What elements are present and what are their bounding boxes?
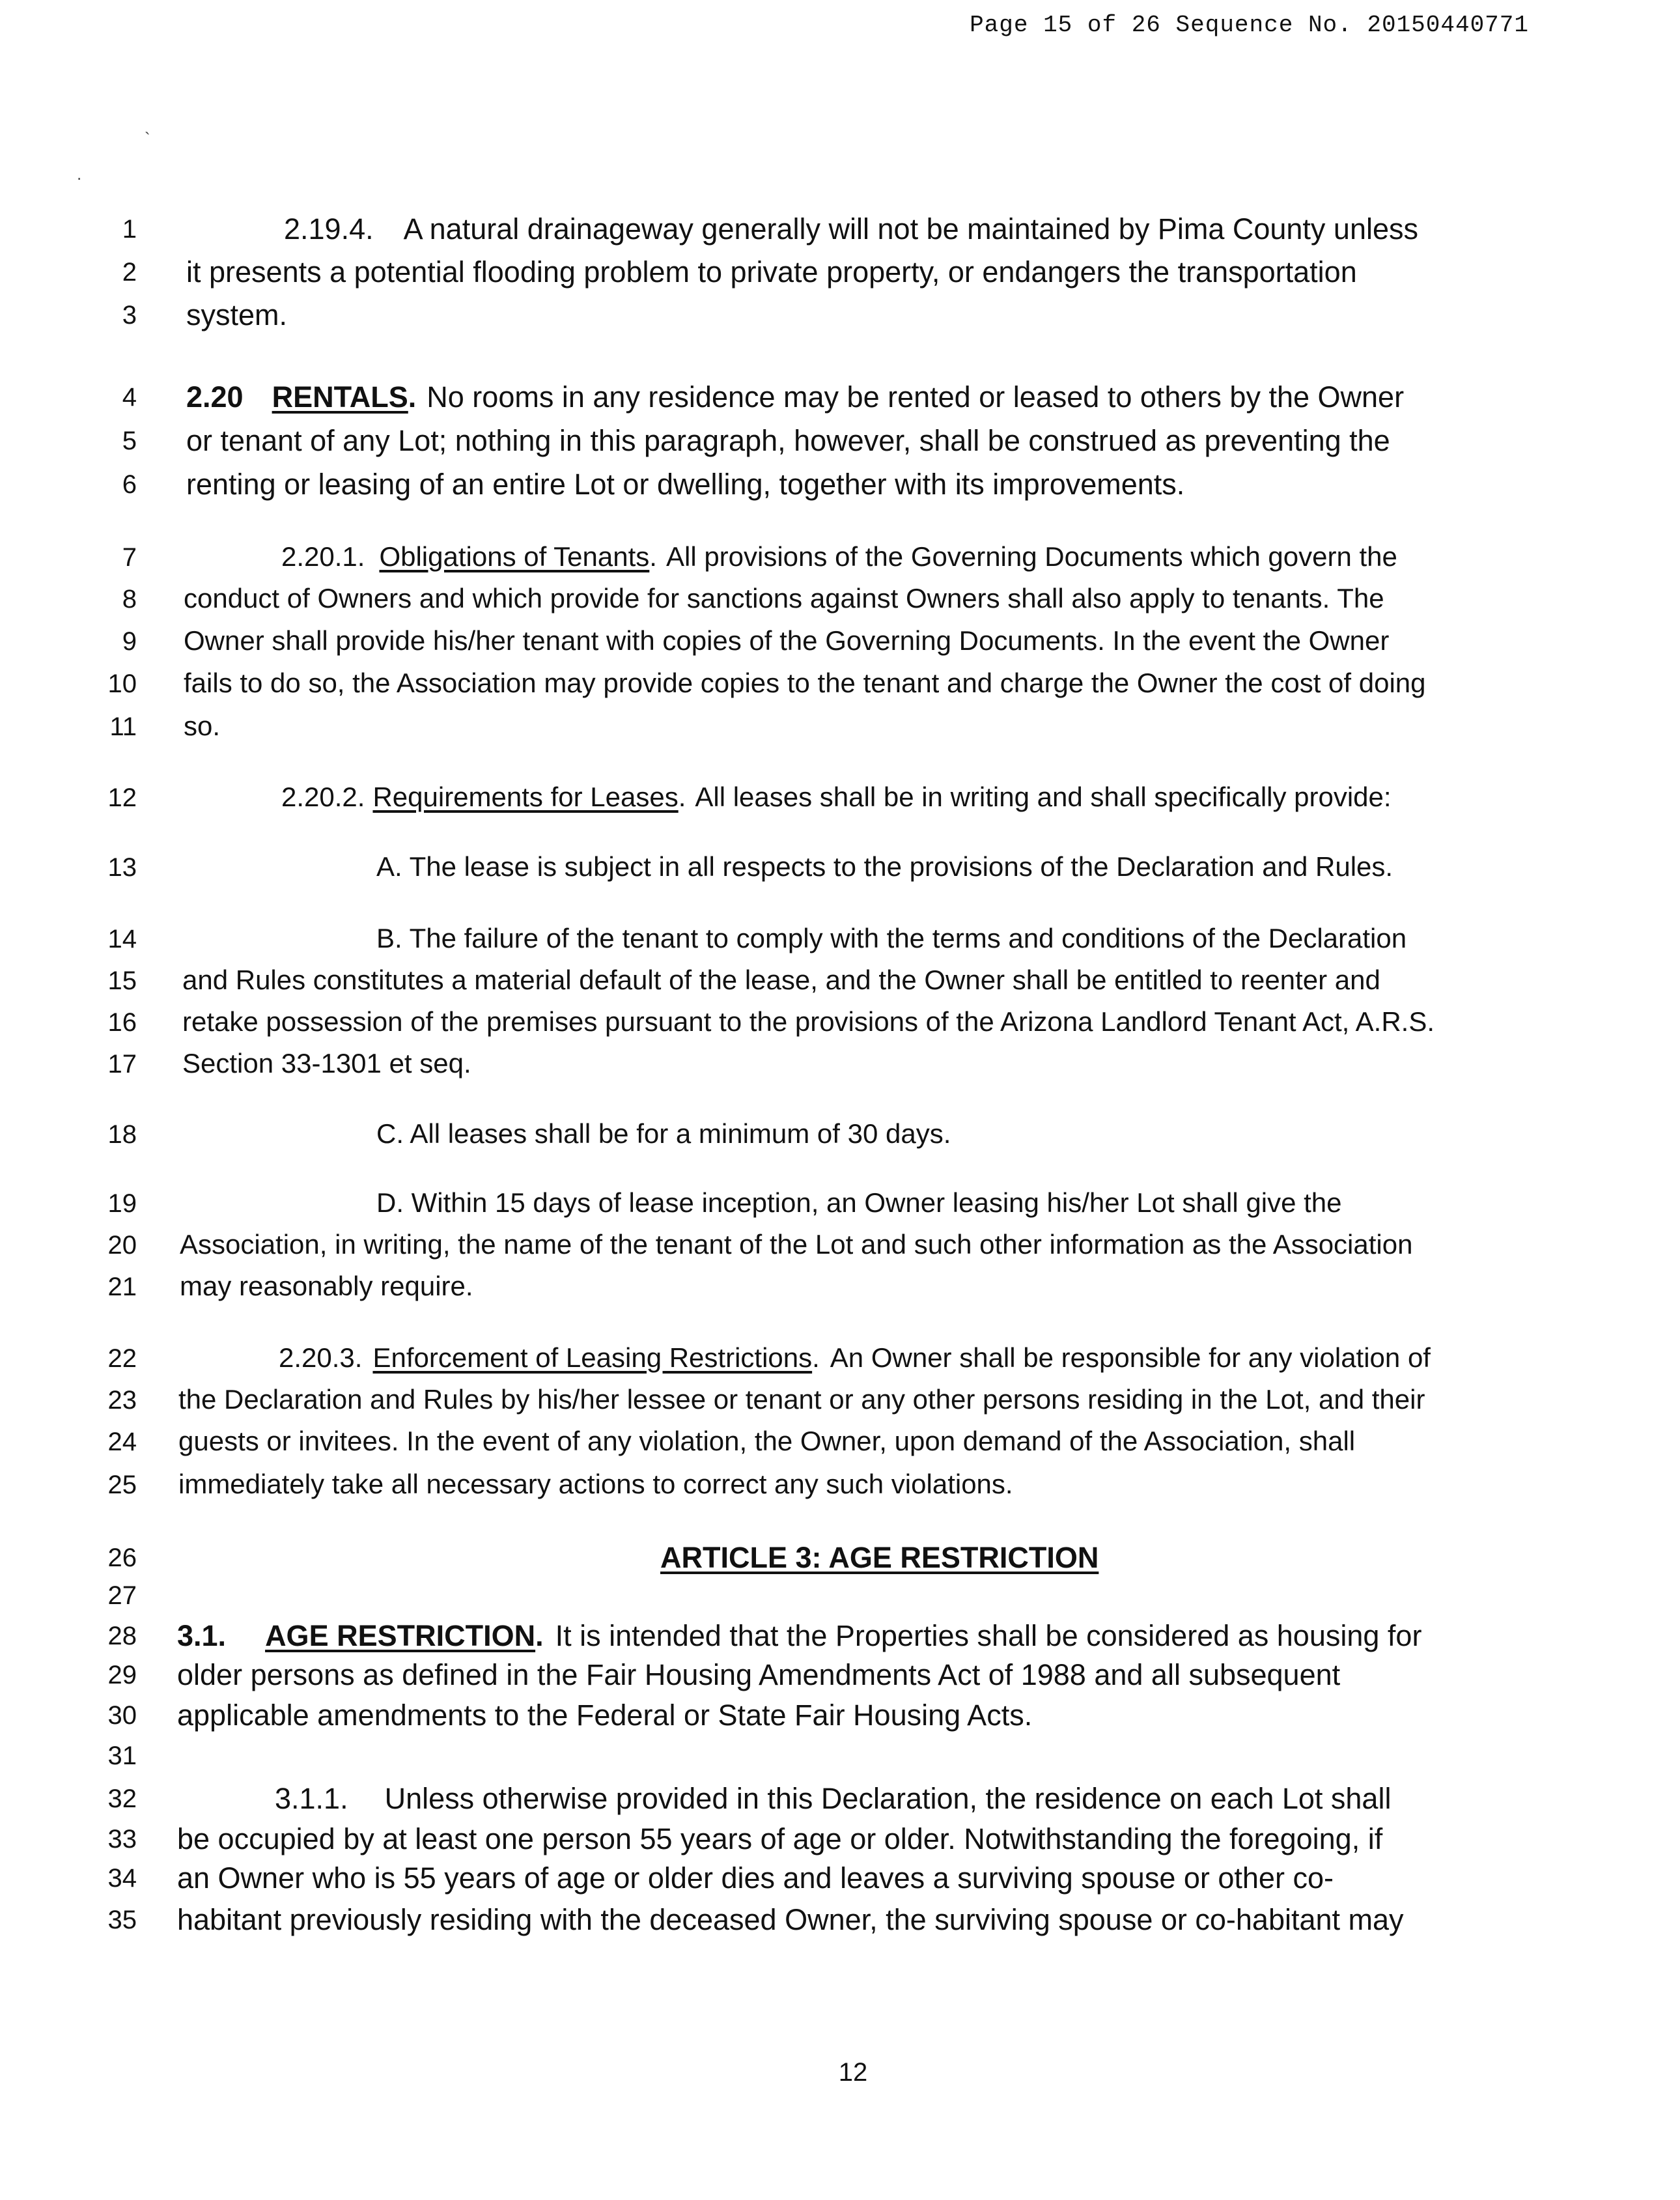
line-number: 20 [107, 1231, 137, 1260]
line-number: 4 [122, 383, 137, 412]
line-number: 31 [107, 1742, 137, 1770]
line-number: 17 [107, 1050, 137, 1079]
section-2-20-2-line-1: 2.20.2. Requirements for Leases. All leases shall be in writing and shall specifically provide: [281, 782, 1392, 812]
line-number: 30 [107, 1701, 137, 1730]
lease-provision-c: C. All leases shall be for a minimum of 30 days. [376, 1118, 951, 1149]
section-title: RENTALS [272, 380, 408, 414]
section-2-20-1-line-1: 2.20.1. Obligations of Tenants. All provisions of the Governing Documents which govern the [281, 541, 1397, 572]
section-2-20-line-3: renting or leasing of an entire Lot or dwelling, together with its improvements. [186, 468, 1185, 501]
lease-provision-b-line-2: and Rules constitutes a material default of the lease, and the Owner shall be entitled to reenter and [182, 965, 1380, 995]
section-number: 2.20.3. [279, 1342, 363, 1373]
section-number: 2.20.2. [281, 782, 365, 812]
lease-provision-b-line-3: retake possession of the premises pursuant to the provisions of the Arizona Landlord Tenant Act, A.R.S. [182, 1006, 1435, 1037]
line-number: 10 [107, 670, 137, 698]
section-2-20-1-line-5: so. [184, 711, 221, 741]
line-number: 21 [107, 1273, 137, 1301]
line-number: 6 [122, 470, 137, 499]
lease-provision-b-line-1: B. The failure of the tenant to comply with the terms and conditions of the Declaration [376, 923, 1407, 953]
section-3-1-1-line-2: be occupied by at least one person 55 years of age or older. Notwithstanding the foregoing, if [177, 1822, 1383, 1855]
section-3-1-line-3: applicable amendments to the Federal or State Fair Housing Acts. [177, 1699, 1033, 1732]
section-2-20-1-line-4: fails to do so, the Association may provide copies to the tenant and charge the Owner the cost of doing [184, 668, 1426, 698]
line-number: 16 [107, 1008, 137, 1037]
line-number: 35 [107, 1906, 137, 1934]
section-number: 3.1.1. [275, 1782, 348, 1815]
section-2-20-1-line-3: Owner shall provide his/her tenant with copies of the Governing Documents. In the event the Owner [184, 625, 1390, 656]
section-number: 2.20 [186, 380, 244, 414]
line-number: 18 [107, 1120, 137, 1149]
section-3-1-1-line-3: an Owner who is 55 years of age or older dies and leaves a surviving spouse or other co- [177, 1861, 1334, 1895]
lease-provision-a: A. The lease is subject in all respects to the provisions of the Declaration and Rules. [376, 851, 1393, 882]
section-2-20-line-1: 2.20 RENTALS. No rooms in any residence may be rented or leased to others by the Owner [186, 380, 1405, 414]
section-2-20-3-line-4: immediately take all necessary actions to correct any such violations. [178, 1469, 1013, 1499]
line-number: 11 [109, 712, 137, 741]
page-sequence-header: Page 15 of 26 Sequence No. 20150440771 [970, 12, 1529, 38]
line-number: 24 [107, 1428, 137, 1456]
section-3-1-line-1: 3.1. AGE RESTRICTION. It is intended that the Properties shall be considered as housing for [177, 1619, 1422, 1652]
line-number: 27 [107, 1581, 137, 1610]
section-number: 2.19.4. [284, 212, 374, 246]
line-number: 22 [107, 1344, 137, 1373]
line-number: 12 [107, 783, 137, 812]
line-number: 14 [107, 925, 137, 953]
line-number: 33 [107, 1825, 137, 1854]
line-number: 9 [122, 627, 137, 656]
section-3-1-line-2: older persons as defined in the Fair Housing Amendments Act of 1988 and all subsequent [177, 1658, 1341, 1691]
line-number: 34 [107, 1864, 137, 1893]
section-number: 2.20.1. [281, 541, 365, 572]
section-2-19-4-line-1: 2.19.4. A natural drainageway generally will not be maintained by Pima County unless [284, 212, 1419, 246]
article-3-heading: ARTICLE 3: AGE RESTRICTION [660, 1541, 1099, 1574]
section-title: AGE RESTRICTION [265, 1619, 536, 1652]
section-2-19-4-line-2: it presents a potential flooding problem to private property, or endangers the transportation [186, 255, 1357, 289]
line-number: 2 [122, 258, 137, 287]
scan-mark: . [77, 164, 82, 184]
line-number: 7 [122, 543, 137, 572]
section-2-20-1-line-2: conduct of Owners and which provide for sanctions against Owners shall also apply to tenants. The [184, 583, 1384, 613]
section-2-19-4-line-3: system. [186, 298, 288, 331]
section-3-1-1-line-4: habitant previously residing with the deceased Owner, the surviving spouse or co-habitant may [177, 1903, 1404, 1936]
lease-provision-d-line-2: Association, in writing, the name of the tenant of the Lot and such other information as the Association [180, 1229, 1413, 1260]
section-title: Requirements for Leases [372, 782, 679, 812]
line-number: 28 [107, 1622, 137, 1650]
line-number: 15 [107, 966, 137, 995]
scan-mark: ` [145, 129, 150, 148]
section-2-20-line-2: or tenant of any Lot; nothing in this paragraph, however, shall be construed as preventing the [186, 424, 1390, 457]
section-number: 3.1. [177, 1619, 227, 1652]
section-2-20-3-line-3: guests or invitees. In the event of any violation, the Owner, upon demand of the Association, shall [178, 1426, 1356, 1456]
line-number: 1 [122, 215, 137, 244]
section-title: Obligations of Tenants [379, 541, 650, 572]
line-number: 32 [107, 1784, 137, 1813]
line-number: 29 [107, 1661, 137, 1689]
line-number: 3 [122, 301, 137, 330]
line-number: 8 [122, 585, 137, 613]
line-number: 23 [107, 1386, 137, 1415]
lease-provision-d-line-1: D. Within 15 days of lease inception, an Owner leasing his/her Lot shall give the [376, 1187, 1342, 1218]
page-number: 12 [838, 2058, 868, 2087]
section-title: Enforcement of Leasing Restrictions [372, 1342, 813, 1373]
line-number: 19 [107, 1189, 137, 1218]
line-number: 13 [107, 853, 137, 882]
section-3-1-1-line-1: 3.1.1. Unless otherwise provided in this Declaration, the residence on each Lot shall [275, 1782, 1392, 1815]
lease-provision-b-line-4: Section 33-1301 et seq. [182, 1048, 471, 1079]
line-number: 26 [107, 1544, 137, 1572]
lease-provision-d-line-3: may reasonably require. [180, 1271, 473, 1301]
line-number: 25 [107, 1471, 137, 1499]
section-2-20-3-line-1: 2.20.3. Enforcement of Leasing Restrictions. An Owner shall be responsible for any violation of [279, 1342, 1431, 1373]
section-2-20-3-line-2: the Declaration and Rules by his/her lessee or tenant or any other persons residing in the Lot, and their [178, 1384, 1425, 1415]
line-number: 5 [122, 427, 137, 455]
